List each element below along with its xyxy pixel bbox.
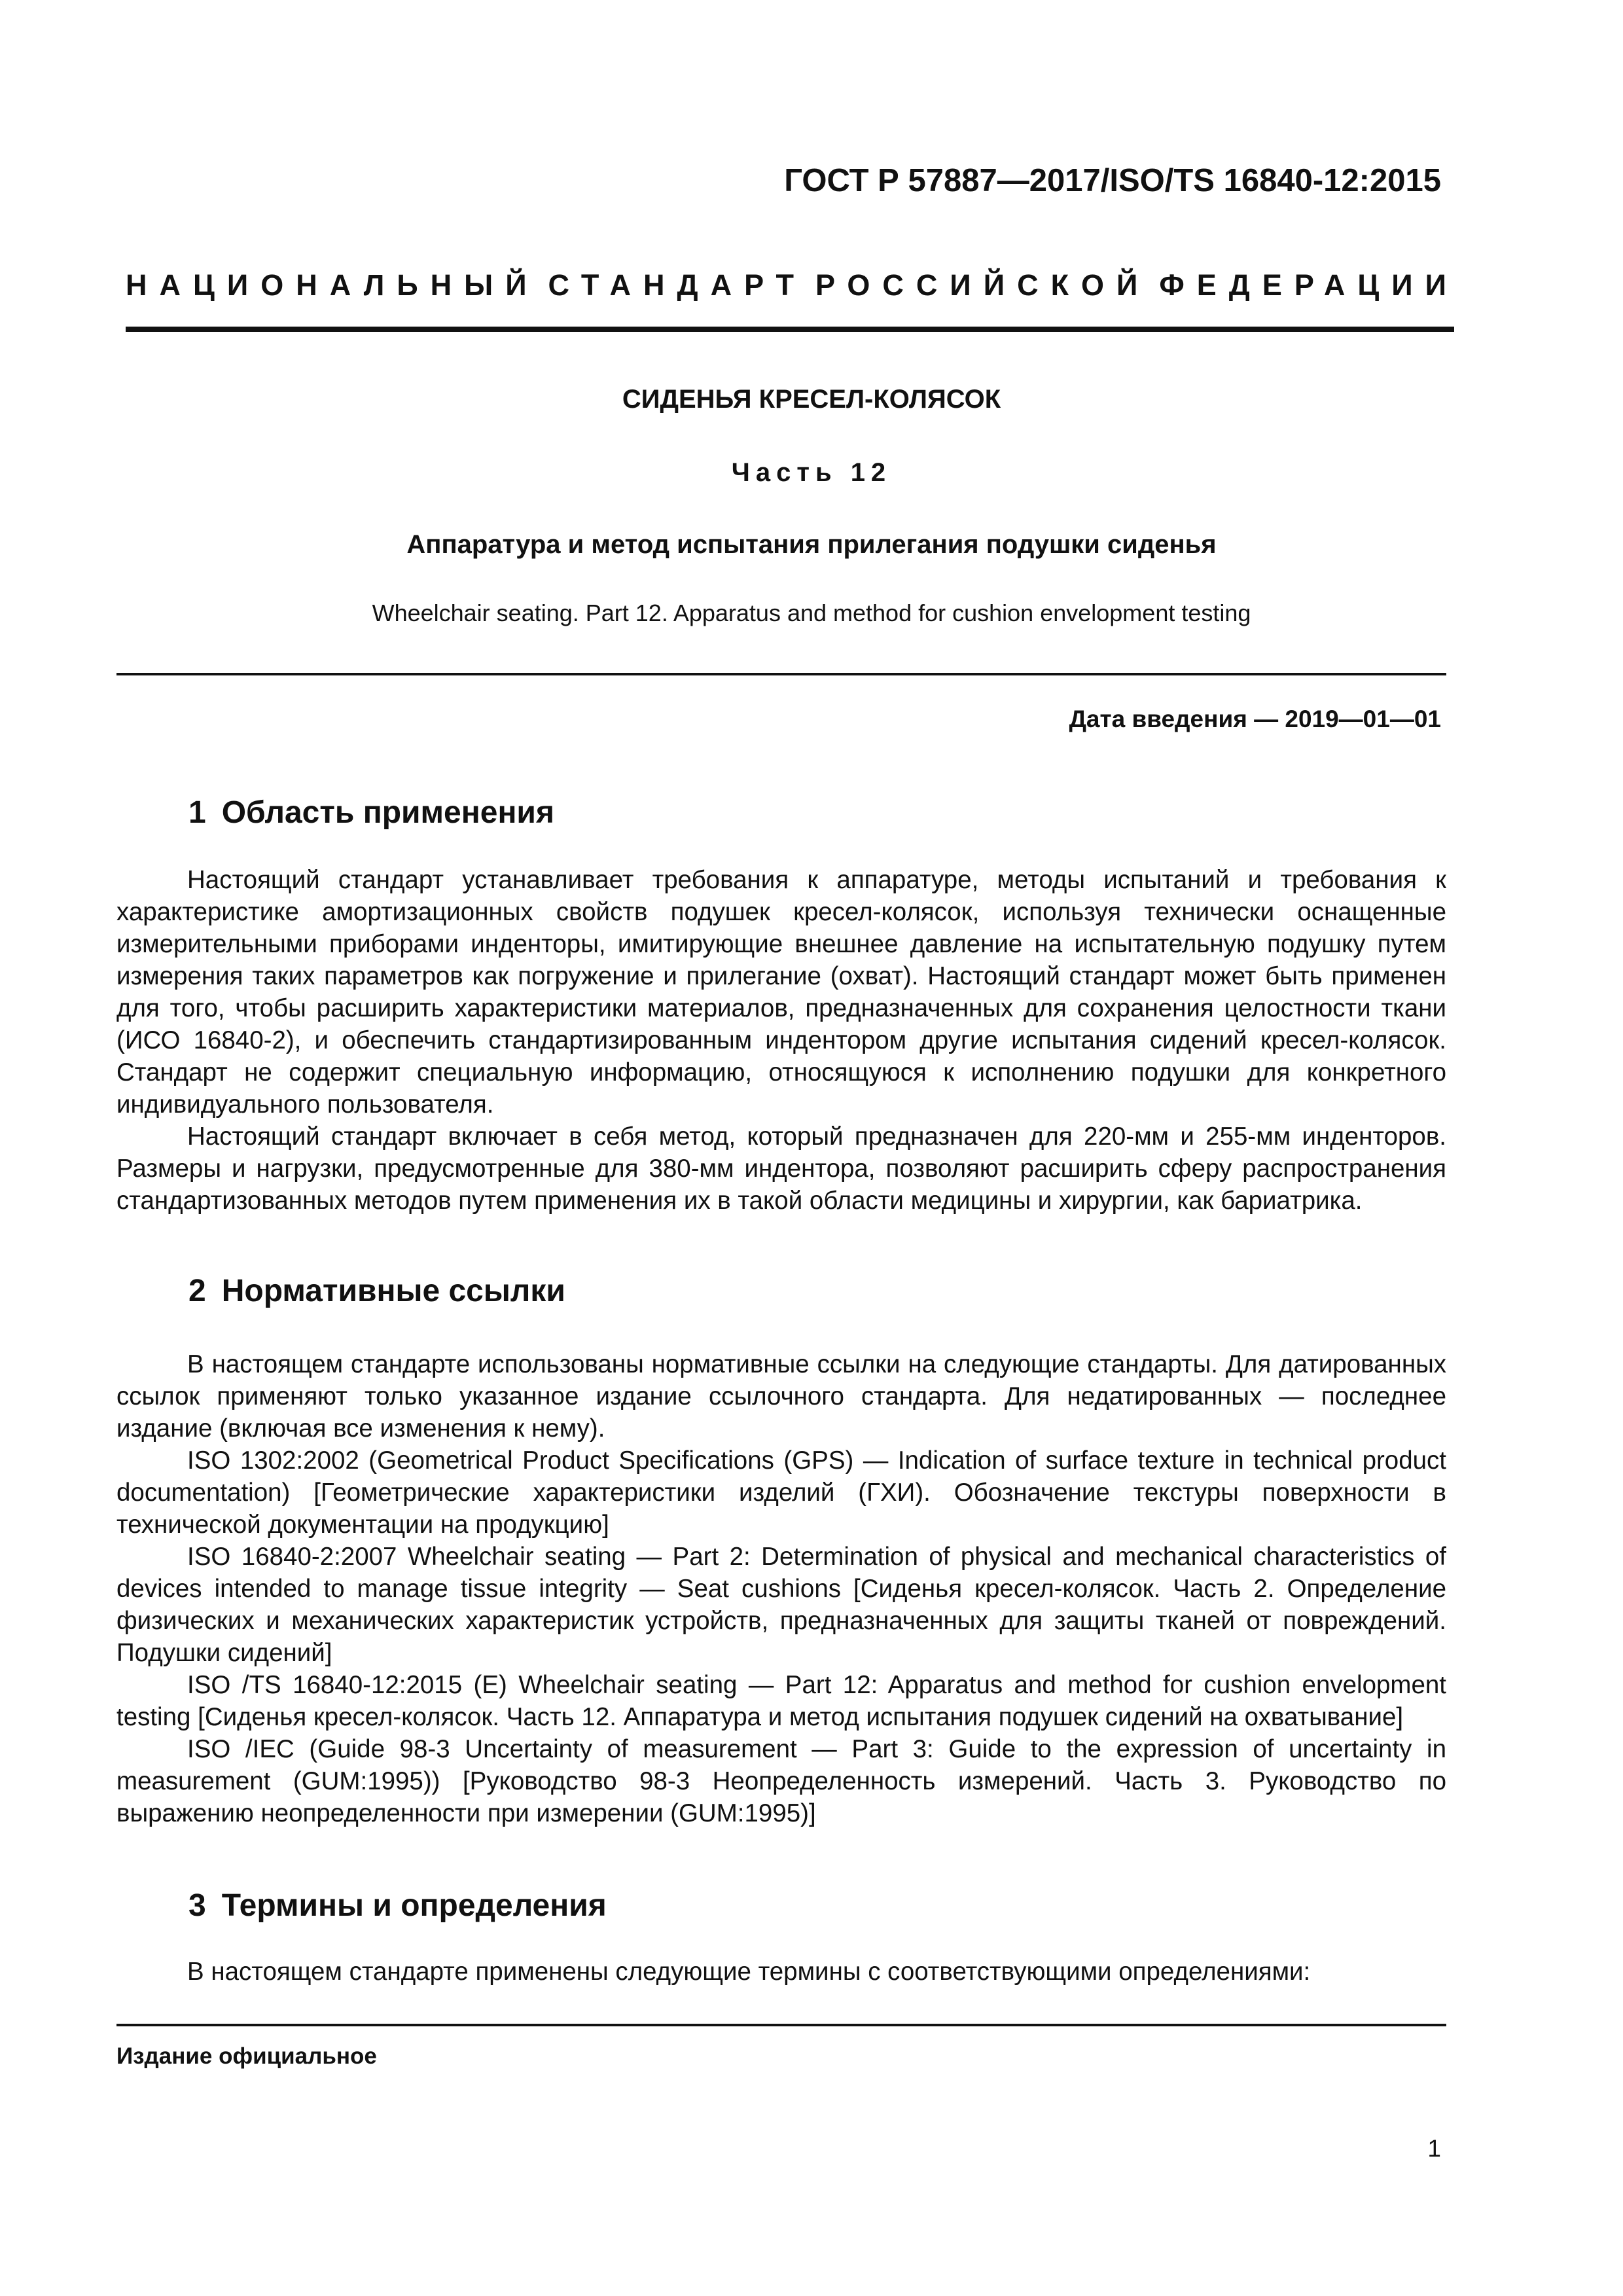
section-heading [188, 1273, 565, 1309]
section-number: 3 [188, 1888, 206, 1923]
section-body [116, 864, 1446, 1217]
section-body [116, 1956, 1446, 1988]
section-body [116, 1348, 1446, 1829]
standard-subtitle: Аппаратура и метод испытания прилегания подушки сиденья [406, 530, 1217, 559]
reference-entry: ISO /IEC (Guide 98-3 Uncertainty of measurement — Part 3: Guide to the expression of uncertainty in measurement (GUM:1995)) [Руководство 98-3 Неопределенность измерений. Часть 3. Руководство по выражению неопределенности при измерении (GUM:1995)] [116, 1735, 1446, 1827]
section-heading [188, 1888, 607, 1924]
section-number: 2 [188, 1274, 206, 1308]
reference-entry: ISO 1302:2002 (Geometrical Product Specifications (GPS) — Indication of surface texture in technical product documentation) [Геометрические характеристики изделий (ГХИ). Обозначение текстуры поверхности в технической документации на продукцию] [116, 1446, 1446, 1539]
section-title: Область применения [221, 795, 554, 830]
page-number: 1 [1427, 2135, 1441, 2162]
footer-divider [116, 2024, 1446, 2026]
section-title: Термины и определения [221, 1888, 607, 1923]
english-title: Wheelchair seating. Part 12. Apparatus and method for cushion envelopment testing [372, 600, 1251, 626]
section-title: Нормативные ссылки [221, 1274, 565, 1308]
national-title-word: НАЦИОНАЛЬНЫЙ [126, 268, 539, 302]
paragraph: В настоящем стандарте применены следующие термины с соответствующими определениями: [187, 1958, 1311, 1986]
national-title-word: РОССИЙСКОЙ [815, 268, 1150, 302]
section-number: 1 [188, 795, 206, 830]
document-code: ГОСТ Р 57887—2017/ISO/TS 16840-12:2015 [784, 163, 1441, 198]
national-title-word: ФЕДЕРАЦИИ [1159, 268, 1459, 302]
reference-entry: ISO 16840-2:2007 Wheelchair seating — Part 2: Determination of physical and mechanical characteristics of devices intended to manage tissue integrity — Seat cushions [Сиденья кресел-колясок. Часть 2. Определение физических и механических характеристик устройств, предназначенных для защиты тканей от повреждений. Подушки сидений] [116, 1543, 1446, 1667]
paragraph: Настоящий стандарт включает в себя метод, который предназначен для 220-мм и 255-мм инденторов. Размеры и нагрузки, предусмотренные для 380-мм индентора, позволяют расширить сферу распространения стандартизованных методов путем применения их в такой области медицины и хирургии, как бариатрика. [116, 1122, 1446, 1215]
introduction-date: Дата введения — 2019—01—01 [1069, 706, 1441, 732]
part-label: Часть 12 [731, 458, 892, 487]
standard-title: СИДЕНЬЯ КРЕСЕЛ-КОЛЯСОК [622, 385, 1001, 414]
national-title-word: СТАНДАРТ [548, 268, 807, 302]
national-standard-title [126, 268, 1459, 302]
edition-note: Издание официальное [116, 2043, 377, 2069]
section-heading [188, 795, 554, 831]
header-divider [126, 327, 1454, 332]
reference-entry: ISO /TS 16840-12:2015 (E) Wheelchair seating — Part 12: Apparatus and method for cushion envelopment testing [Сиденья кресел-колясок. Часть 12. Аппаратура и метод испытания подушек сидений на охватывание] [116, 1671, 1446, 1731]
paragraph: Настоящий стандарт устанавливает требования к аппаратуре, методы испытаний и требования к характеристике амортизационных свойств подушек кресел-колясок, используя технически оснащенные измерительными приборами инденторы, имитирующие внешнее давление на испытательную подушку путем измерения таких параметров как погружение и прилегание (охват). Настоящий стандарт может быть применен для того, чтобы расширить характеристики материалов, предназначенных для сохранения целостности ткани (ИСО 16840-2), и обеспечить стандартизированным индентором другие испытания сидений кресел-колясок. Стандарт не содержит специальную информацию, относящуюся к исполнению подушки для конкретного индивидуального пользователя. [116, 866, 1446, 1119]
paragraph: В настоящем стандарте использованы нормативные ссылки на следующие стандарты. Для датированных ссылок применяют только указанное издание ссылочного стандарта. Для недатированных — последнее издание (включая все изменения к нему). [116, 1350, 1446, 1443]
title-divider [116, 673, 1446, 675]
